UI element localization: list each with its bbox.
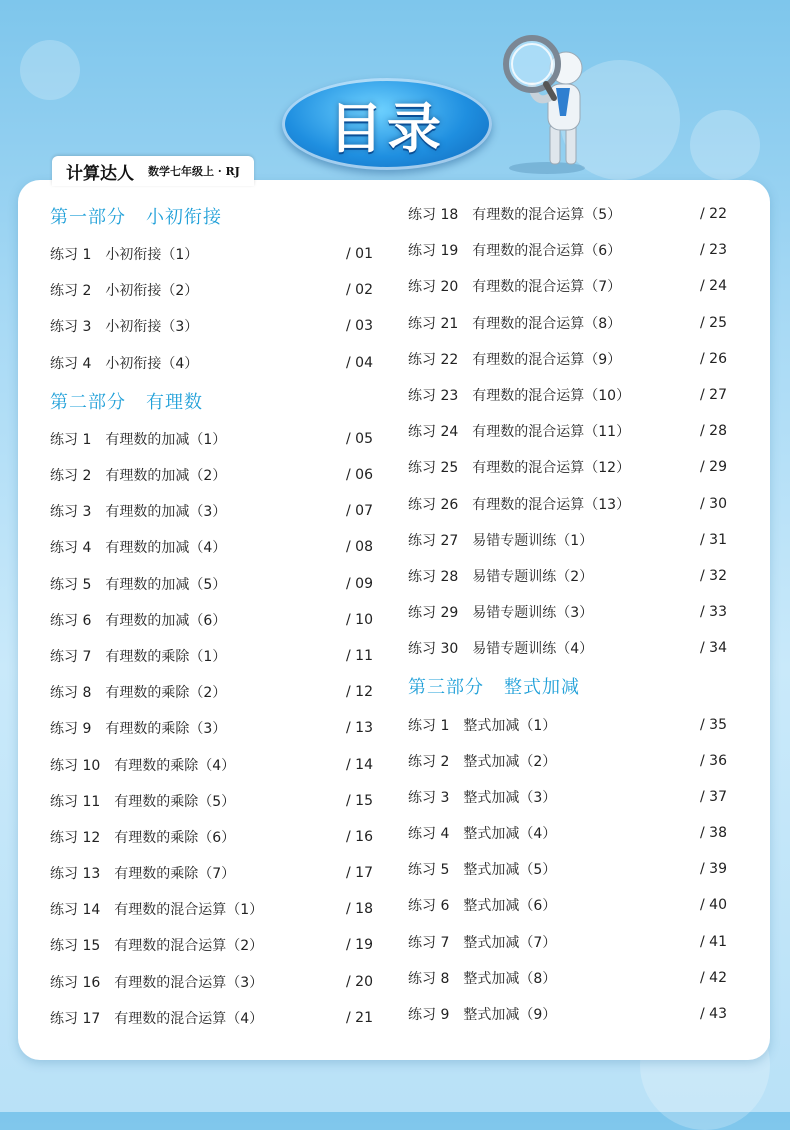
toc-entry-label — [50, 1008, 346, 1028]
page-number: / 13 — [346, 720, 373, 737]
exercise-number: 练习 9 — [50, 721, 92, 738]
toc-entry-label — [408, 859, 700, 879]
toc-entry-label — [408, 276, 700, 296]
exercise-number: 练习 15 — [50, 938, 101, 955]
page-number: / 11 — [346, 647, 373, 664]
toc-entry[interactable] — [408, 630, 734, 666]
page-number: / 05 — [346, 430, 373, 447]
toc-entry-label — [50, 935, 346, 955]
exercise-number: 练习 2 — [50, 468, 92, 485]
exercise-number: 练习 1 — [408, 717, 450, 734]
toc-entry[interactable] — [408, 196, 734, 232]
exercise-title: 易错专题训练（4） — [472, 641, 594, 658]
exercise-number: 练习 16 — [50, 974, 101, 991]
exercise-number: 练习 29 — [408, 605, 459, 622]
toc-entry[interactable] — [50, 308, 380, 344]
exercise-title: 有理数的混合运算（11） — [472, 424, 631, 441]
page-number: / 19 — [346, 937, 373, 954]
toc-entry-label — [50, 718, 346, 738]
toc-entry[interactable] — [408, 558, 734, 594]
exercise-number: 练习 30 — [408, 641, 459, 658]
exercise-number: 练习 9 — [408, 1007, 450, 1024]
toc-entry[interactable] — [408, 522, 734, 558]
toc-entry-label — [50, 316, 346, 336]
book-title: 计算达人 — [66, 163, 134, 184]
exercise-number: 练习 4 — [408, 826, 450, 843]
exercise-number: 练习 24 — [408, 424, 459, 441]
toc-entry-label — [408, 530, 700, 550]
toc-entry-label — [408, 313, 700, 333]
page-number: / 26 — [700, 350, 727, 367]
toc-entry[interactable] — [408, 887, 734, 923]
toc-entry-label — [408, 751, 700, 771]
toc-entry[interactable] — [408, 232, 734, 268]
toc-entry-label — [50, 899, 346, 919]
exercise-number: 练习 11 — [50, 793, 101, 810]
toc-entry-label — [50, 574, 346, 594]
toc-entry-label — [408, 787, 700, 807]
toc-entry-label — [408, 895, 700, 915]
page-number: / 27 — [700, 387, 727, 404]
toc-entry-label — [408, 385, 700, 405]
toc-entry[interactable] — [408, 594, 734, 630]
exercise-title: 有理数的加减（4） — [105, 540, 227, 557]
page-number: / 09 — [346, 575, 373, 592]
toc-entry[interactable] — [50, 566, 380, 602]
page-number: / 06 — [346, 467, 373, 484]
exercise-number: 练习 26 — [408, 496, 459, 513]
page-number: / 39 — [700, 861, 727, 878]
exercise-title: 有理数的混合运算（12） — [472, 460, 631, 477]
toc-entry[interactable] — [408, 815, 734, 851]
page-number: / 20 — [346, 973, 373, 990]
toc-entry-label — [50, 537, 346, 557]
toc-entry[interactable] — [408, 305, 734, 341]
toc-entry[interactable] — [50, 602, 380, 638]
toc-entry[interactable] — [50, 783, 380, 819]
exercise-number: 练习 6 — [408, 898, 450, 915]
toc-entry[interactable] — [408, 851, 734, 887]
page-number: / 18 — [346, 901, 373, 918]
page-number: / 16 — [346, 828, 373, 845]
toc-entry[interactable] — [408, 779, 734, 815]
exercise-title: 整式加减（7） — [463, 934, 557, 951]
exercise-number: 练习 17 — [50, 1010, 101, 1027]
exercise-title: 有理数的混合运算（7） — [472, 279, 622, 296]
exercise-title: 有理数的加减（2） — [105, 468, 227, 485]
section-part: 第二部分 — [50, 391, 126, 413]
toc-entry[interactable] — [50, 927, 380, 963]
toc-entry[interactable] — [50, 345, 380, 381]
page-number: / 02 — [346, 282, 373, 299]
page-number: / 03 — [346, 318, 373, 335]
page-number: / 14 — [346, 756, 373, 773]
page-number: / 23 — [700, 242, 727, 259]
exercise-title: 有理数的混合运算（13） — [472, 496, 631, 513]
exercise-number: 练习 8 — [50, 685, 92, 702]
page-number: / 24 — [700, 278, 727, 295]
toc-entry-label — [408, 566, 700, 586]
exercise-number: 练习 18 — [408, 207, 459, 224]
toc-entry-label — [408, 968, 700, 988]
toc-entry[interactable] — [50, 891, 380, 927]
exercise-title: 整式加减（8） — [463, 970, 557, 987]
exercise-number: 练习 19 — [408, 243, 459, 260]
page-number: / 15 — [346, 792, 373, 809]
toc-entry-label — [50, 827, 346, 847]
page-number: / 43 — [700, 1006, 727, 1023]
exercise-title: 有理数的混合运算（3） — [114, 974, 264, 991]
exercise-number: 练习 6 — [50, 612, 92, 629]
page-number: / 28 — [700, 423, 727, 440]
toc-entry-label — [50, 244, 346, 264]
toc-entry[interactable] — [50, 236, 380, 272]
exercise-title: 有理数的加减（5） — [105, 576, 227, 593]
exercise-title: 小初衔接（2） — [105, 283, 199, 300]
background-bubble — [20, 40, 80, 100]
exercise-number: 练习 21 — [408, 315, 459, 332]
section-heading — [50, 196, 380, 236]
exercise-title: 有理数的乘除（6） — [114, 829, 236, 846]
exercise-title: 有理数的乘除（4） — [114, 757, 236, 774]
page-number: / 32 — [700, 567, 727, 584]
exercise-title: 有理数的乘除（2） — [105, 685, 227, 702]
exercise-title: 整式加减（4） — [463, 826, 557, 843]
page-number: / 36 — [700, 752, 727, 769]
toc-left-column — [50, 196, 380, 1036]
exercise-number: 练习 2 — [50, 283, 92, 300]
exercise-title: 有理数的乘除（3） — [105, 721, 227, 738]
toc-entry[interactable] — [50, 457, 380, 493]
page-number: / 01 — [346, 246, 373, 263]
exercise-number: 练习 28 — [408, 568, 459, 585]
toc-entry-label — [408, 602, 700, 622]
page-number: / 37 — [700, 788, 727, 805]
exercise-number: 练习 14 — [50, 902, 101, 919]
toc-entry-label — [408, 240, 700, 260]
toc-entry[interactable] — [408, 706, 734, 742]
toc-entry-label — [408, 1004, 700, 1024]
toc-entry[interactable] — [50, 421, 380, 457]
toc-entry-label — [408, 457, 700, 477]
exercise-number: 练习 1 — [50, 431, 92, 448]
exercise-number: 练习 2 — [408, 753, 450, 770]
toc-entry[interactable] — [408, 268, 734, 304]
toc-entry-label — [50, 863, 346, 883]
exercise-title: 整式加减（1） — [463, 717, 557, 734]
section-heading — [50, 381, 380, 421]
exercise-title: 有理数的混合运算（1） — [114, 902, 264, 919]
page-number: / 12 — [346, 684, 373, 701]
toc-entry-label — [50, 682, 346, 702]
toc-entry[interactable] — [408, 449, 734, 485]
toc-entry-label — [408, 349, 700, 369]
exercise-title: 有理数的乘除（1） — [105, 648, 227, 665]
toc-entry[interactable] — [50, 272, 380, 308]
exercise-title: 有理数的加减（1） — [105, 431, 227, 448]
exercise-number: 练习 8 — [408, 970, 450, 987]
exercise-number: 练习 10 — [50, 757, 101, 774]
page-number: / 34 — [700, 640, 727, 657]
exercise-title: 有理数的混合运算（6） — [472, 243, 622, 260]
page-number: / 30 — [700, 495, 727, 512]
exercise-number: 练习 1 — [50, 247, 92, 264]
exercise-title: 有理数的乘除（5） — [114, 793, 236, 810]
exercise-title: 有理数的混合运算（4） — [114, 1010, 264, 1027]
toc-entry[interactable] — [408, 377, 734, 413]
exercise-number: 练习 7 — [408, 934, 450, 951]
page-number: / 21 — [346, 1009, 373, 1026]
toc-entry[interactable] — [50, 638, 380, 674]
toc-entry-label — [50, 791, 346, 811]
toc-entry[interactable] — [50, 493, 380, 529]
exercise-number: 练习 27 — [408, 532, 459, 549]
page-number: / 35 — [700, 716, 727, 733]
magnifier-figure-illustration — [492, 26, 602, 176]
exercise-title: 小初衔接（1） — [105, 247, 199, 264]
page-number: / 07 — [346, 503, 373, 520]
section-part: 第三部分 — [408, 677, 484, 699]
page-number: / 25 — [700, 314, 727, 331]
page-number: / 31 — [700, 531, 727, 548]
exercise-number: 练习 5 — [50, 576, 92, 593]
exercise-title: 易错专题训练（3） — [472, 605, 594, 622]
toc-entry[interactable] — [50, 964, 380, 1000]
exercise-title: 有理数的混合运算（5） — [472, 207, 622, 224]
exercise-number: 练习 23 — [408, 388, 459, 405]
toc-entry[interactable] — [50, 1000, 380, 1036]
toc-entry-label — [408, 932, 700, 952]
exercise-number: 练习 3 — [50, 319, 92, 336]
page-number: / 22 — [700, 206, 727, 223]
page-number: / 08 — [346, 539, 373, 556]
exercise-number: 练习 12 — [50, 829, 101, 846]
toc-entry[interactable] — [408, 486, 734, 522]
exercise-title: 整式加减（9） — [463, 1007, 557, 1024]
section-part: 第一部分 — [50, 207, 126, 228]
section-name: 有理数 — [146, 391, 203, 413]
toc-entry-label — [408, 421, 700, 441]
toc-entry[interactable] — [50, 819, 380, 855]
toc-entry[interactable] — [408, 960, 734, 996]
page-number: / 04 — [346, 354, 373, 371]
toc-entry[interactable] — [50, 529, 380, 565]
exercise-title: 有理数的乘除（7） — [114, 866, 236, 883]
exercise-number: 练习 13 — [50, 866, 101, 883]
toc-entry[interactable] — [408, 924, 734, 960]
toc-entry[interactable] — [50, 710, 380, 746]
toc-right-column — [408, 196, 734, 1032]
toc-entry-label — [50, 501, 346, 521]
exercise-number: 练习 3 — [50, 504, 92, 521]
exercise-title: 有理数的加减（3） — [105, 504, 227, 521]
exercise-title: 整式加减（6） — [463, 898, 557, 915]
exercise-number: 练习 4 — [50, 355, 92, 372]
book-subtitle: 数学七年级上 · RJ — [148, 165, 240, 178]
toc-entry[interactable] — [408, 413, 734, 449]
exercise-title: 有理数的混合运算（10） — [472, 388, 631, 405]
exercise-number: 练习 22 — [408, 351, 459, 368]
toc-entry[interactable] — [408, 341, 734, 377]
toc-entry-label — [408, 638, 700, 658]
page-number: / 10 — [346, 611, 373, 628]
exercise-title: 小初衔接（4） — [105, 355, 199, 372]
exercise-title: 有理数的混合运算（9） — [472, 351, 622, 368]
exercise-title: 有理数的混合运算（2） — [114, 938, 264, 955]
toc-entry-label — [50, 646, 346, 666]
toc-entry-label — [50, 610, 346, 630]
book-header-tab — [52, 156, 254, 186]
page-number: / 38 — [700, 825, 727, 842]
page-number: / 29 — [700, 459, 727, 476]
page-number: / 33 — [700, 604, 727, 621]
toc-entry-label — [50, 465, 346, 485]
exercise-number: 练习 7 — [50, 648, 92, 665]
section-name: 小初衔接 — [146, 207, 222, 228]
toc-entry-label — [408, 715, 700, 735]
toc-entry[interactable] — [50, 674, 380, 710]
exercise-title: 整式加减（5） — [463, 862, 557, 879]
toc-entry-label — [408, 204, 700, 224]
toc-entry[interactable] — [408, 996, 734, 1032]
page-title: 目录 — [329, 96, 445, 160]
toc-entry-label — [50, 429, 346, 449]
section-name: 整式加减 — [504, 677, 580, 699]
exercise-title: 整式加减（3） — [463, 789, 557, 806]
exercise-title: 小初衔接（3） — [105, 319, 199, 336]
exercise-title: 易错专题训练（1） — [472, 532, 594, 549]
page-number: / 42 — [700, 969, 727, 986]
exercise-number: 练习 5 — [408, 862, 450, 879]
toc-entry[interactable] — [50, 855, 380, 891]
toc-entry-label — [50, 280, 346, 300]
exercise-title: 易错专题训练（2） — [472, 568, 594, 585]
toc-entry[interactable] — [408, 743, 734, 779]
exercise-title: 有理数的混合运算（8） — [472, 315, 622, 332]
toc-entry-label — [50, 353, 346, 373]
exercise-title: 整式加减（2） — [463, 753, 557, 770]
toc-entry-label — [50, 755, 346, 775]
section-heading — [408, 666, 734, 706]
exercise-number: 练习 4 — [50, 540, 92, 557]
page-number: / 40 — [700, 897, 727, 914]
exercise-number: 练习 3 — [408, 789, 450, 806]
exercise-number: 练习 20 — [408, 279, 459, 296]
exercise-number: 练习 25 — [408, 460, 459, 477]
background-bubble — [690, 110, 760, 180]
exercise-title: 有理数的加减（6） — [105, 612, 227, 629]
toc-entry-label — [50, 972, 346, 992]
toc-entry-label — [408, 823, 700, 843]
toc-entry[interactable] — [50, 746, 380, 782]
page-number: / 41 — [700, 933, 727, 950]
toc-entry-label — [408, 494, 700, 514]
page-number: / 17 — [346, 865, 373, 882]
